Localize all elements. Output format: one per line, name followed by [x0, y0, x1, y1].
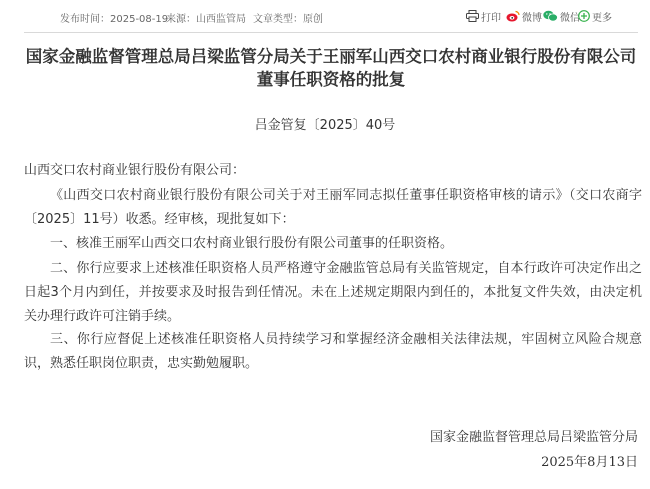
weibo-label: 微博	[522, 12, 542, 24]
wechat-icon	[543, 10, 558, 22]
weibo-button[interactable]	[506, 8, 542, 24]
addressee: 山西交口农村商业银行股份有限公司：	[24, 163, 246, 178]
print-label: 打印	[481, 12, 501, 24]
print-button[interactable]	[466, 8, 501, 24]
weibo-icon	[506, 10, 520, 22]
body-paragraph: 一、核准王丽军山西交口农村商业银行股份有限公司董事的任职资格。	[50, 236, 454, 251]
wechat-button[interactable]	[543, 8, 580, 24]
more-icon	[578, 10, 590, 22]
article-type: 文章类型：原创	[253, 14, 323, 25]
divider	[24, 32, 638, 33]
source: 来源：山西监管局	[166, 14, 246, 25]
more-label: 更多	[592, 12, 612, 24]
signature-organization: 国家金融监督管理总局吕梁监管分局	[429, 430, 638, 445]
document-title: 国家金融监督管理总局吕梁监管分局关于王丽军山西交口农村商业银行股份有限公司董事任职资格的批复	[25, 47, 637, 89]
signature-date: 2025年8月13日	[541, 455, 638, 470]
body-paragraph: 三、你行应督促上述核准任职资格人员持续学习和掌握经济金融相关法律法规，牢固树立风险合规意识，熟悉任职岗位职责，忠实勤勉履职。	[24, 332, 642, 371]
body-paragraph: 《山西交口农村商业银行股份有限公司关于对王丽军同志拟任董事任职资格审核的请示》（交口农商字〔2025〕11号）收悉。经审核，现批复如下：	[24, 188, 642, 227]
meta-bar	[0, 0, 650, 32]
print-icon	[466, 10, 479, 22]
more-button[interactable]	[578, 8, 612, 24]
document-number: 吕金管复〔2025〕40号	[254, 118, 396, 133]
wechat-label: 微信	[560, 12, 580, 24]
body-paragraph: 二、你行应要求上述核准任职资格人员严格遵守金融监管总局有关监管规定，自本行政许可决定作出之日起3个月内到任，并按要求及时报告到任情况。未在上述规定期限内到任的，本批复文件失效，由决定机关办理行政许可注销手续。	[24, 261, 642, 324]
publish-time: 发布时间：2025-08-19	[60, 14, 169, 25]
